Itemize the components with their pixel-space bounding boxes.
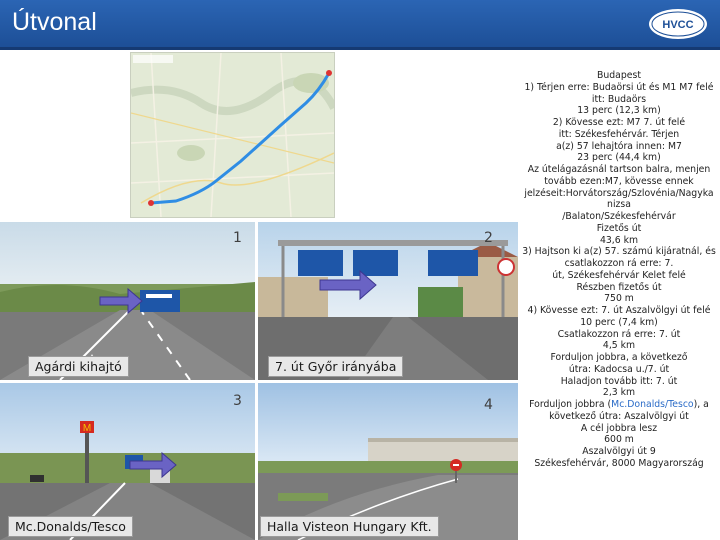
direction-line: 4,5 km	[602, 340, 636, 352]
direction-line: 1) Térjen erre: Budaörsi út és M1 M7 felé	[524, 81, 714, 93]
direction-line: Forduljon jobbra, a következő	[550, 352, 688, 363]
direction-line: /Balaton/Székesfehérvár	[562, 211, 676, 222]
photo-mcdonalds-tesco	[0, 383, 255, 540]
direction-line: csatlakozzon rá erre: 7.	[564, 258, 674, 269]
slide-header	[0, 0, 720, 50]
mcdonalds-tesco-link[interactable]: Mc.Donalds/Tesco	[611, 399, 694, 410]
direction-line: 13 perc (12,3 km)	[577, 105, 661, 117]
direction-line: 750 m	[604, 293, 634, 305]
photo-caption-2: 7. út Győr irányába	[268, 356, 403, 377]
direction-line: itt: Székesfehérvár. Térjen	[558, 128, 680, 140]
direction-line-mcdonalds	[520, 399, 718, 411]
photo-number-1: 1	[233, 230, 242, 246]
direction-line: itt: Budaörs	[591, 93, 647, 105]
direction-line: következő útra: Aszalvölgyi út	[549, 410, 689, 422]
direction-line: út, Székesfehérvár Kelet felé	[552, 269, 686, 281]
route-map[interactable]	[130, 52, 335, 218]
direction-line: Aszalvölgyi út 9	[582, 446, 656, 457]
direction-text: ), a	[693, 399, 709, 410]
direction-line: Az útelágazásnál tartson balra, menjen	[527, 164, 711, 175]
photo-caption-4: Halla Visteon Hungary Kft.	[260, 516, 439, 537]
direction-line: 2) Kövesse ezt: M7 7. út felé	[552, 117, 686, 128]
direction-line: jelzéseit:Horvátország/Szlovénia/Nagyka	[524, 187, 714, 199]
direction-line: Székesfehérvár, 8000 Magyarország	[534, 457, 704, 469]
direction-line: 43,6 km	[599, 234, 639, 246]
end-marker-icon	[326, 70, 332, 76]
direction-line: Csatlakozzon rá erre: 7. út	[557, 328, 681, 340]
direction-line: Részben fizetős út	[576, 281, 662, 293]
direction-line: A cél jobbra lesz	[580, 422, 658, 434]
direction-line: 23 perc (44,4 km)	[577, 152, 661, 164]
direction-line: tovább ezen:M7, kövesse ennek	[544, 175, 694, 187]
hvcc-logo	[648, 6, 708, 42]
direction-line: 600 m	[604, 434, 634, 446]
photo-caption-1: Agárdi kihajtó	[28, 356, 129, 377]
direction-line: nizsa	[607, 199, 631, 211]
svg-text:M: M	[82, 423, 92, 434]
direction-line: útra: Kadocsa u./7. út	[568, 363, 670, 375]
page-title: Útvonal	[12, 8, 97, 36]
direction-line: Haladjon tovább itt: 7. út	[560, 375, 678, 387]
direction-line: 3) Hajtson ki a(z) 57. számú kijáratnál, és	[522, 246, 716, 258]
direction-line: 10 perc (7,4 km)	[580, 316, 658, 328]
direction-line: 2,3 km	[602, 387, 636, 399]
map-graphic	[131, 53, 334, 217]
route-directions	[520, 70, 718, 470]
photo-route-7-gyor	[258, 222, 518, 380]
photo-caption-3: Mc.Donalds/Tesco	[8, 516, 133, 537]
photo-agardi-exit	[0, 222, 255, 380]
photo-number-3: 3	[233, 393, 242, 409]
photo-halla-visteon	[258, 383, 518, 540]
photo-number-2: 2	[484, 230, 493, 246]
direction-line: 4) Kövesse ezt: 7. út Aszalvölgyi út felé	[527, 305, 711, 316]
direction-line: a(z) 57 lehajtóra innen: M7	[556, 140, 682, 152]
logo-text: HVCC	[662, 19, 694, 31]
photo-number-4: 4	[484, 397, 493, 413]
direction-line: Fizetős út	[596, 222, 642, 234]
direction-text: Forduljon jobbra (	[529, 399, 612, 410]
start-marker-icon	[148, 200, 154, 206]
direction-line: Budapest	[597, 70, 641, 81]
